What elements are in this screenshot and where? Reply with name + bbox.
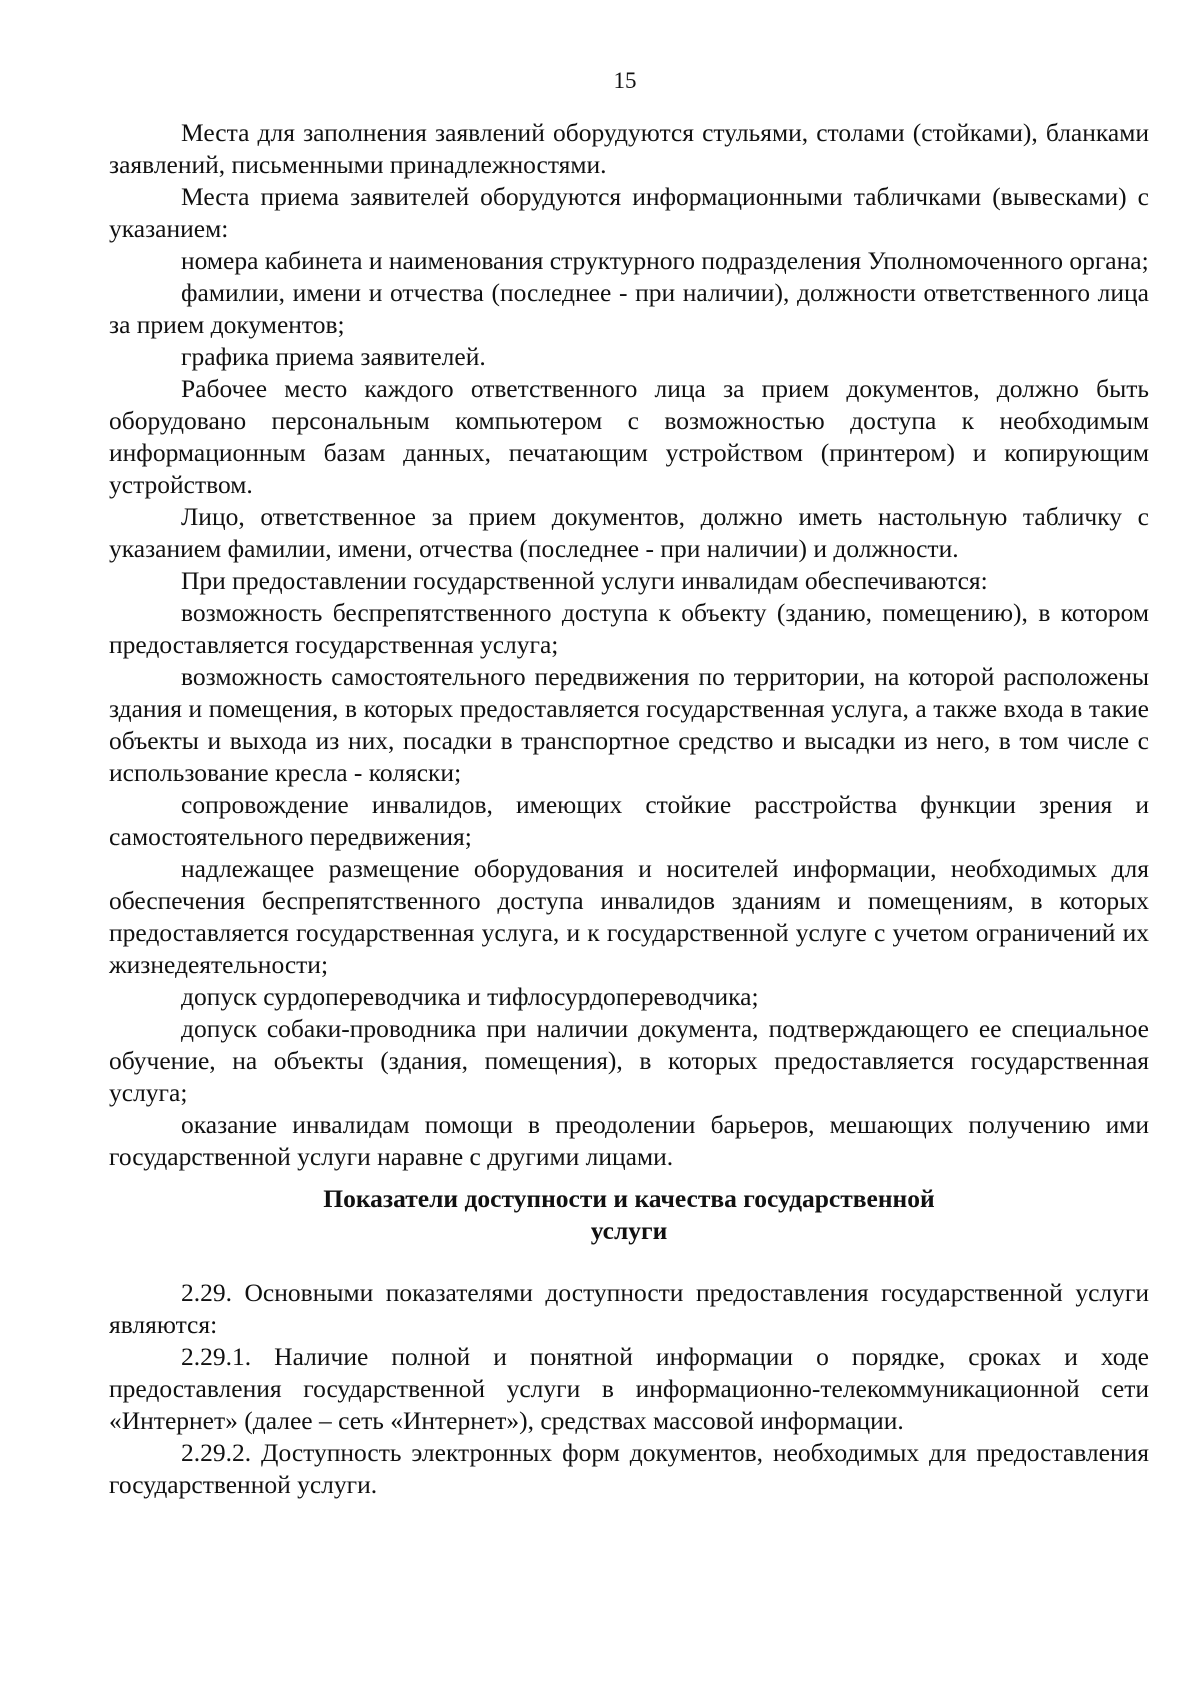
section-heading-line: Показатели доступности и качества государственной — [323, 1184, 935, 1213]
paragraph: возможность беспрепятственного доступа к объекту (зданию, помещению), в котором предоставляется государственная услуга; — [109, 598, 1149, 659]
paragraph: Места для заполнения заявлений оборудуются стульями, столами (стойками), бланками заявлений, письменными принадлежностями. — [109, 118, 1149, 179]
section-heading — [109, 1183, 1149, 1277]
paragraph: надлежащее размещение оборудования и носителей информации, необходимых для обеспечения беспрепятственного доступа инвалидов зданиям и помещениям, в которых предоставляется государственная услуга, и к государственной услуге с учетом ограничений их жизнедеятельности; — [109, 854, 1149, 979]
paragraph: графика приема заявителей. — [181, 342, 486, 371]
paragraph: фамилии, имени и отчества (последнее - при наличии), должности ответственного лица за прием документов; — [109, 278, 1149, 339]
paragraph: номера кабинета и наименования структурного подразделения Уполномоченного органа; — [181, 246, 1149, 275]
paragraph: 2.29. Основными показателями доступности предоставления государственной услуги являются: — [109, 1278, 1149, 1339]
paragraph: сопровождение инвалидов, имеющих стойкие расстройства функции зрения и самостоятельного передвижения; — [109, 790, 1149, 851]
paragraph: Лицо, ответственное за прием документов, должно иметь настольную табличку с указанием фамилии, имени, отчества (последнее - при наличии) и должности. — [109, 502, 1149, 563]
document-body — [109, 117, 1149, 1501]
paragraph: допуск сурдопереводчика и тифлосурдопереводчика; — [181, 982, 759, 1011]
page-number: 15 — [613, 68, 637, 93]
paragraph: При предоставлении государственной услуги инвалидам обеспечиваются: — [181, 566, 988, 595]
paragraph: 2.29.1. Наличие полной и понятной информации о порядке, сроках и ходе предоставления государственной услуги в информационно-телекоммуникационной сети «Интернет» (далее – сеть «Интернет»), средствах массовой информации. — [109, 1342, 1149, 1435]
paragraph: оказание инвалидам помощи в преодолении барьеров, мешающих получению ими государственной услуги наравне с другими лицами. — [109, 1110, 1149, 1171]
paragraph: допуск собаки-проводника при наличии документа, подтверждающего ее специальное обучение, на объекты (здания, помещения), в которых предоставляется государственная услуга; — [109, 1014, 1149, 1107]
paragraph: возможность самостоятельного передвижения по территории, на которой расположены здания и помещения, в которых предоставляется государственная услуга, а также входа в такие объекты и выхода из них, посадки в транспортное средство и высадки из него, в том числе с использование кресла - коляски; — [109, 662, 1149, 787]
paragraph: 2.29.2. Доступность электронных форм документов, необходимых для предоставления государственной услуги. — [109, 1438, 1149, 1499]
paragraph: Рабочее место каждого ответственного лица за прием документов, должно быть оборудовано персональным компьютером с возможностью доступа к необходимым информационным базам данных, печатающим устройством (принтером) и копирующим устройством. — [109, 374, 1149, 499]
section-heading-line: услуги — [590, 1216, 668, 1245]
paragraph: Места приема заявителей оборудуются информационными табличками (вывесками) с указанием: — [109, 182, 1149, 243]
